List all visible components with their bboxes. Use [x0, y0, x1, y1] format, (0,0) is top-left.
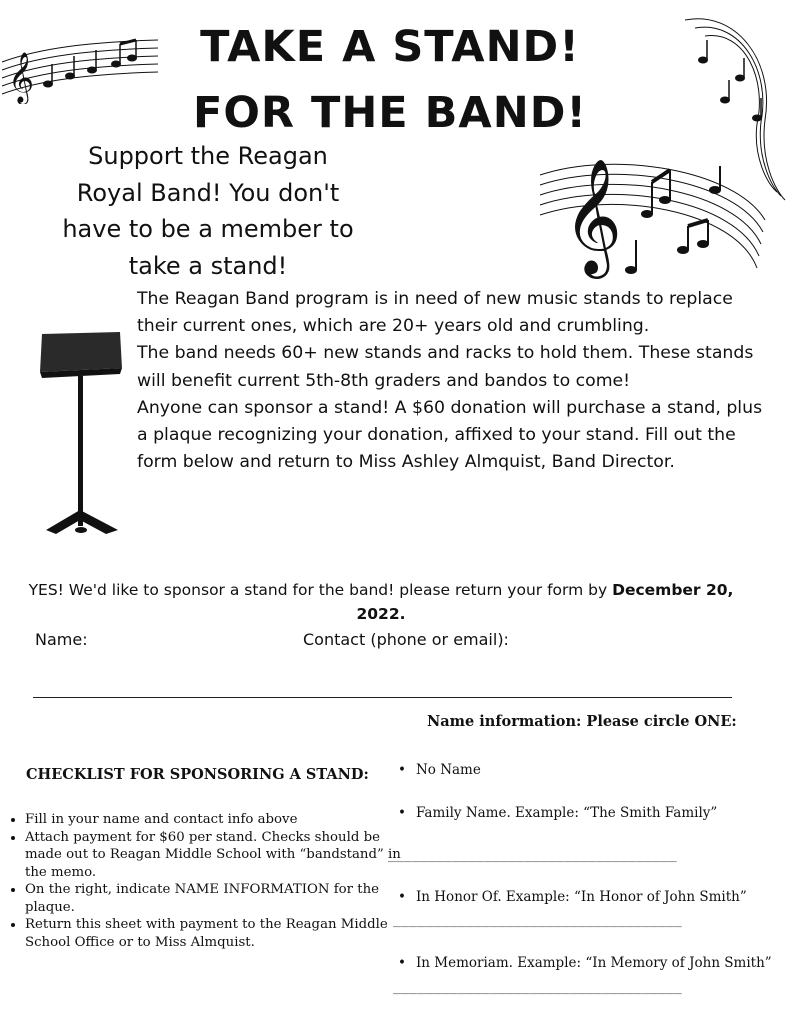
list-item: • Attach payment for $60 per stand. Checks should be made out to Reagan Middle School with “bandstand” in the memo. [25, 829, 405, 882]
list-item: • Fill in your name and contact info above [25, 811, 405, 829]
description-paragraph: The band needs 60+ new stands and racks to hold them. These stands will benefit current 5th-8th graders and bandos to come! [137, 343, 754, 391]
contact-label: Contact (phone or email): [303, 630, 509, 649]
svg-text:𝄞: 𝄞 [8, 52, 35, 103]
svg-text:𝄞: 𝄞 [563, 157, 623, 274]
option-in-memoriam[interactable]: • In Memoriam. Example: “In Memory of John Smith” [398, 955, 772, 971]
option-family-name[interactable]: • Family Name. Example: “The Smith Family” [398, 805, 717, 821]
page-title-line2: FOR THE BAND! [192, 88, 588, 138]
checklist [5, 811, 405, 951]
support-message [28, 138, 388, 284]
description-paragraph: Anyone can sponsor a stand! A $60 donation will purchase a stand, plus a plaque recognizing your donation, affixed to your stand. Fill out the form below and return to Miss Ashley Almquist, Band Director. [137, 397, 763, 473]
support-line: Support the Reagan [88, 142, 328, 170]
name-info-heading: Name information: Please circle ONE: [427, 713, 737, 730]
description-paragraph: The Reagan Band program is in need of new music stands to replace their current ones, which are 20+ years old and crumbling. [137, 289, 733, 337]
option-no-name[interactable]: • No Name [398, 762, 481, 778]
name-contact-line[interactable] [33, 697, 732, 698]
in-memoriam-blank[interactable]: ____________________________________ [393, 980, 682, 995]
sponsor-statement [5, 578, 757, 626]
support-line: take a stand! [128, 251, 288, 280]
page-title-line1: TAKE A STAND! [200, 22, 580, 72]
deadline-date: December 20, 2022. [356, 581, 734, 623]
option-in-honor[interactable]: • In Honor Of. Example: “In Honor of John Smith” [398, 889, 747, 905]
music-stand-icon [36, 330, 126, 540]
program-description [137, 286, 777, 476]
list-item: • On the right, indicate NAME INFORMATION for the plaque. [25, 881, 405, 916]
sponsor-text: YES! We'd like to sponsor a stand for the band! please return your form by [28, 581, 613, 599]
family-name-blank[interactable]: ____________________________________ [388, 848, 677, 863]
in-honor-blank[interactable]: ____________________________________ [393, 913, 682, 928]
support-line: have to be a member to [62, 215, 354, 243]
name-label: Name: [35, 630, 88, 649]
checklist-heading: CHECKLIST FOR SPONSORING A STAND: [26, 766, 369, 783]
music-staff-left-icon [0, 34, 160, 104]
support-line: Royal Band! You don't [76, 178, 340, 207]
list-item: • Return this sheet with payment to the Reagan Middle School Office or to Miss Almquist. [25, 916, 405, 951]
